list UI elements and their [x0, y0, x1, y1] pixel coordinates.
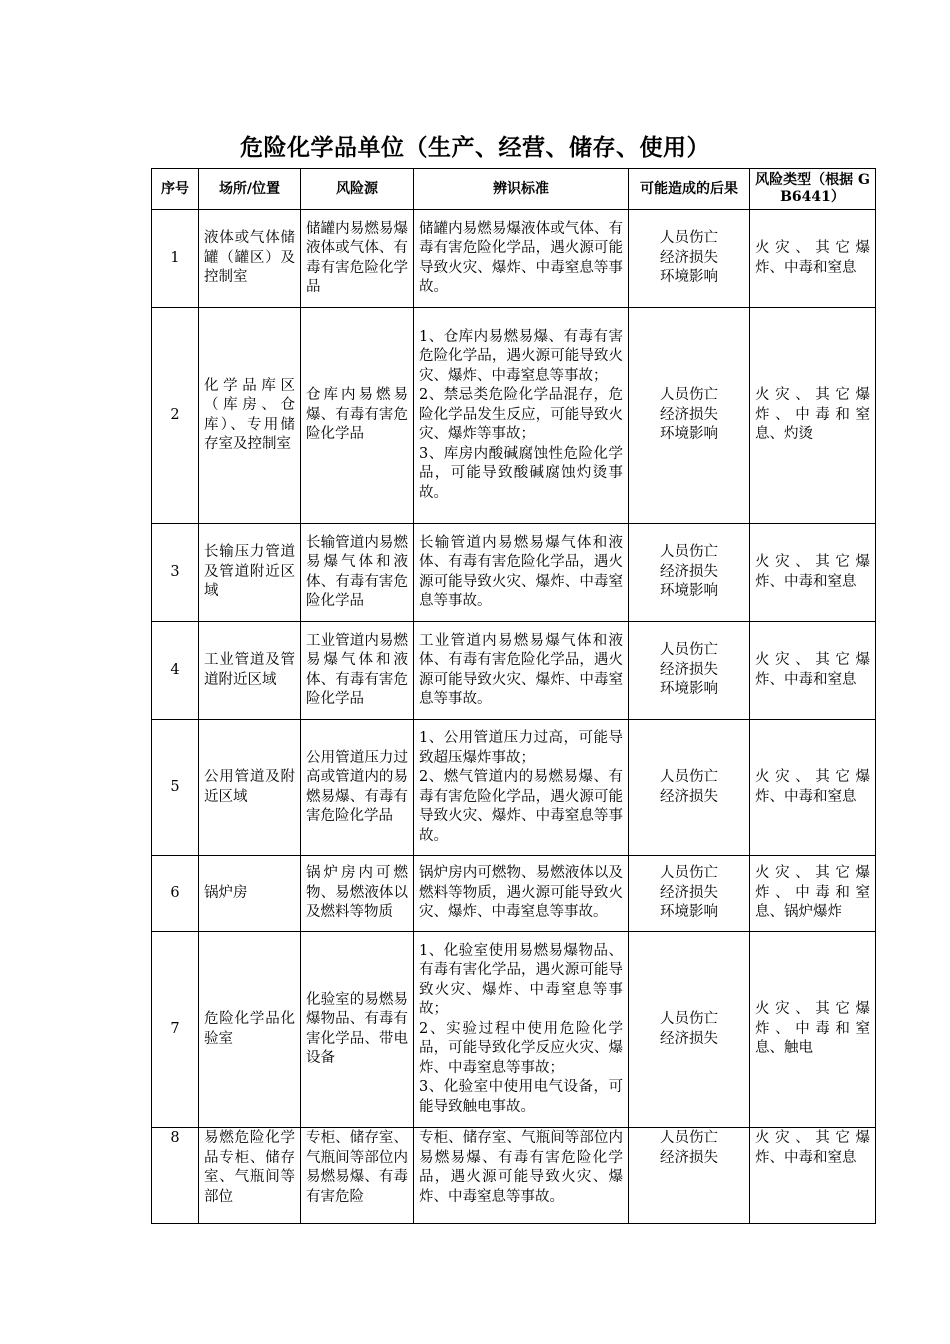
consequence-item: 经济损失 — [660, 563, 718, 580]
risk-type-cell: 火灾、其它爆炸、中毒和窒息 — [750, 622, 876, 720]
criteria-item: 专柜、储存室、气瓶间等部位内易燃易爆、有毒有害危险化学品，遇火源可能导致火灾、爆炸、中毒窒息等事故。 — [419, 1130, 623, 1205]
consequence-item: 环境影响 — [660, 426, 718, 443]
criteria-item: 1、化验室使用易燃易爆物品、有毒有害化学品，遇火源可能导致火灾、爆炸、中毒窒息等事故； — [419, 942, 623, 1018]
header-risk-type: 风险类型（根据 GB6441） — [750, 169, 876, 210]
criteria-item: 储罐内易燃易爆液体或气体、有毒有害危险化学品，遇火源可能导致火灾、爆炸、中毒窒息等事故。 — [419, 220, 623, 295]
header-criteria: 辨识标准 — [414, 169, 629, 210]
criteria-cell — [414, 210, 629, 308]
table-header-row — [152, 169, 876, 210]
consequence-item: 经济损失 — [660, 406, 718, 423]
row-number: 7 — [152, 932, 199, 1128]
consequence-item: 经济损失 — [660, 1030, 718, 1047]
consequence-item: 环境影响 — [660, 681, 718, 698]
consequence-item: 经济损失 — [660, 1149, 718, 1166]
place-cell: 化学品库区（库房、仓库）、专用储存室及控制室 — [199, 308, 301, 524]
consequence-item: 人员伤亡 — [660, 387, 718, 404]
criteria-cell — [414, 932, 629, 1128]
place-cell: 液体或气体储罐（罐区）及控制室 — [199, 210, 301, 308]
criteria-item: 1、仓库内易燃易爆、有毒有害危险化学品，遇火源可能导致火灾、爆炸、中毒窒息等事故； — [419, 328, 623, 384]
hazard-table — [151, 168, 876, 1224]
consequence-item: 人员伤亡 — [660, 230, 718, 247]
consequence-cell — [629, 210, 750, 308]
source-cell: 专柜、储存室、气瓶间等部位内易燃易爆、有毒有害危险 — [301, 1128, 414, 1224]
consequence-item: 环境影响 — [660, 583, 718, 600]
criteria-cell — [414, 720, 629, 856]
row-number: 1 — [152, 210, 199, 308]
place-cell: 工业管道及管道附近区域 — [199, 622, 301, 720]
consequence-item: 经济损失 — [660, 249, 718, 266]
header-no: 序号 — [152, 169, 199, 210]
criteria-item: 长输管道内易燃易爆气体和液体、有毒有害危险化学品，遇火源可能导致火灾、爆炸、中毒窒息等事故。 — [419, 534, 623, 609]
consequence-cell — [629, 524, 750, 622]
consequence-cell — [629, 308, 750, 524]
criteria-item: 3、化验室中使用电气设备，可能导致触电事故。 — [419, 1079, 623, 1115]
table-row — [152, 1128, 876, 1224]
place-cell: 公用管道及附近区域 — [199, 720, 301, 856]
consequence-item: 环境影响 — [660, 269, 718, 286]
consequence-cell — [629, 932, 750, 1128]
table-row — [152, 524, 876, 622]
row-number: 5 — [152, 720, 199, 856]
source-cell: 工业管道内易燃易爆气体和液体、有毒有害危险化学品 — [301, 622, 414, 720]
row-number: 4 — [152, 622, 199, 720]
consequence-item: 人员伤亡 — [660, 544, 718, 561]
criteria-cell — [414, 524, 629, 622]
criteria-item: 2、实验过程中使用危险化学品，可能导致化学反应火灾、爆炸、中毒窒息等事故； — [419, 1020, 623, 1076]
row-number: 6 — [152, 856, 199, 932]
consequence-cell — [629, 1128, 750, 1224]
criteria-item: 1、公用管道压力过高，可能导致超压爆炸事故； — [419, 730, 623, 766]
consequence-item: 人员伤亡 — [660, 865, 718, 882]
risk-type-cell: 火灾、其它爆炸、中毒和窒息 — [750, 210, 876, 308]
source-cell: 化验室的易燃易爆物品、有毒有害化学品、带电设备 — [301, 932, 414, 1128]
consequence-item: 经济损失 — [660, 788, 718, 805]
risk-type-cell: 火灾、其它爆炸、中毒和窒息 — [750, 524, 876, 622]
criteria-cell — [414, 622, 629, 720]
criteria-cell — [414, 308, 629, 524]
criteria-item: 锅炉房内可燃物、易燃液体以及燃料等物质，遇火源可能导致火灾、爆炸、中毒窒息等事故。 — [419, 865, 623, 921]
header-place: 场所/位置 — [199, 169, 301, 210]
table-row — [152, 622, 876, 720]
consequence-item: 人员伤亡 — [660, 1130, 718, 1146]
criteria-item: 2、禁忌类危险化学品混存，危险化学品发生反应，可能导致火灾、爆炸等事故； — [419, 387, 623, 443]
row-number: 2 — [152, 308, 199, 524]
consequence-item: 经济损失 — [660, 884, 718, 901]
consequence-item: 人员伤亡 — [660, 769, 718, 785]
criteria-item: 2、燃气管道内的易燃易爆、有毒有害危险化学品，遇火源可能导致火灾、爆炸、中毒窒息等事故。 — [419, 769, 623, 844]
risk-type-cell: 火灾、其它爆炸、中毒和窒息、灼烫 — [750, 308, 876, 524]
source-cell: 锅炉房内可燃物、易燃液体以及燃料等物质 — [301, 856, 414, 932]
row-number: 8 — [152, 1128, 199, 1224]
criteria-cell — [414, 1128, 629, 1224]
criteria-item: 3、库房内酸碱腐蚀性危险化学品，可能导致酸碱腐蚀灼烫事故。 — [419, 445, 623, 501]
table-row — [152, 856, 876, 932]
table-row — [152, 308, 876, 524]
consequence-item: 人员伤亡 — [660, 1011, 718, 1027]
risk-type-cell: 火灾、其它爆炸、中毒和窒息、锅炉爆炸 — [750, 856, 876, 932]
table-row — [152, 932, 876, 1128]
source-cell: 储罐内易燃易爆液体或气体、有毒有害危险化学品 — [301, 210, 414, 308]
header-consequence: 可能造成的后果 — [629, 169, 750, 210]
risk-type-cell: 火灾、其它爆炸、中毒和窒息 — [750, 1128, 876, 1224]
header-source: 风险源 — [301, 169, 414, 210]
consequence-item: 人员伤亡 — [660, 642, 718, 659]
consequence-cell — [629, 622, 750, 720]
place-cell: 危险化学品化验室 — [199, 932, 301, 1128]
risk-type-cell: 火灾、其它爆炸、中毒和窒息 — [750, 720, 876, 856]
source-cell: 公用管道压力过高或管道内的易燃易爆、有毒有害危险化学品 — [301, 720, 414, 856]
place-cell: 锅炉房 — [199, 856, 301, 932]
document-title: 危险化学品单位（生产、经营、储存、使用） — [240, 134, 710, 161]
source-cell: 长输管道内易燃易爆气体和液体、有毒有害危险化学品 — [301, 524, 414, 622]
consequence-cell — [629, 720, 750, 856]
consequence-cell — [629, 856, 750, 932]
place-cell: 长输压力管道及管道附近区域 — [199, 524, 301, 622]
table-row — [152, 210, 876, 308]
row-number: 3 — [152, 524, 199, 622]
source-cell: 仓库内易燃易爆、有毒有害危险化学品 — [301, 308, 414, 524]
table-row — [152, 720, 876, 856]
consequence-item: 经济损失 — [660, 661, 718, 678]
criteria-cell — [414, 856, 629, 932]
place-cell: 易燃危险化学品专柜、储存室、气瓶间等部位 — [199, 1128, 301, 1224]
risk-type-cell: 火灾、其它爆炸、中毒和窒息、触电 — [750, 932, 876, 1128]
criteria-item: 工业管道内易燃易爆气体和液体、有毒有害危险化学品，遇火源可能导致火灾、爆炸、中毒窒息等事故。 — [419, 632, 623, 707]
consequence-item: 环境影响 — [660, 904, 718, 921]
